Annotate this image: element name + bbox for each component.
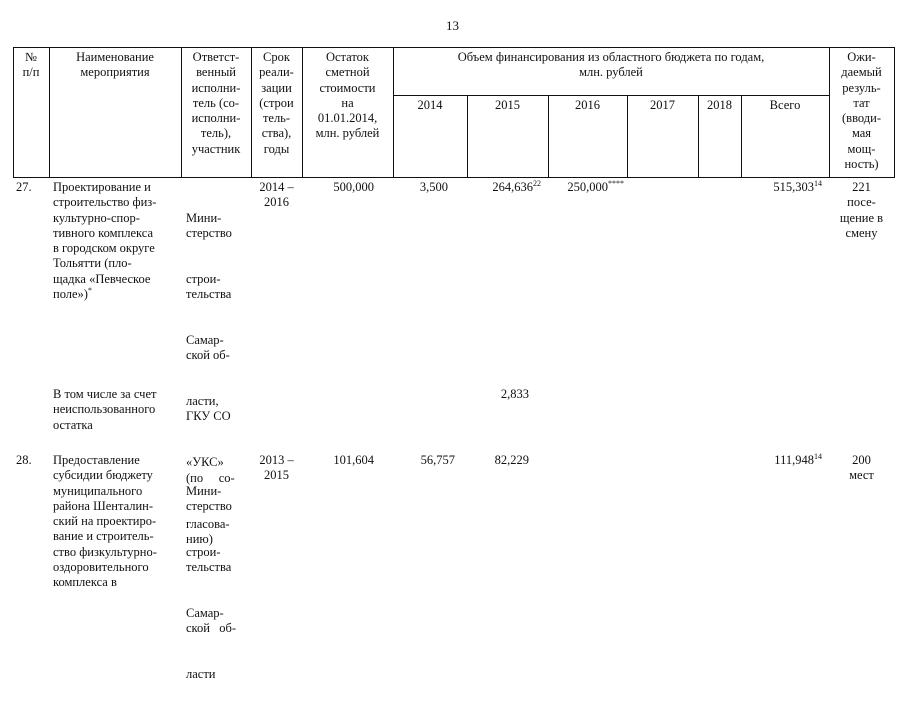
header-year-total: Всего xyxy=(769,98,801,112)
header-num: № п/п xyxy=(22,50,40,80)
row-remainder: 500,000 xyxy=(333,180,374,194)
row-remainder: 101,604 xyxy=(333,453,374,467)
footnote-mark: * xyxy=(87,285,92,295)
row-2015: 2,833 xyxy=(500,387,529,401)
row-responsible: Мини- стерство строи- тельства Самар- ской об- ласти xyxy=(186,483,237,682)
row-responsible: Мини- стерство строи- тельства Самар- ской об- ласти, ГКУ СО «УКС» (по со- гласова- нию) xyxy=(186,210,235,546)
row-2014: 56,757 xyxy=(420,453,455,467)
header-remainder: Остаток сметной стоимости на 01.01.2014, млн. рублей xyxy=(315,50,380,141)
header-year-2014: 2014 xyxy=(417,98,443,112)
row-term: 2014 – 2016 xyxy=(259,180,294,210)
row-total: 515,303$^{14}$ xyxy=(773,178,822,194)
table-top-border xyxy=(13,47,894,48)
header-financing: Объем финансирования из областного бюджета по годам, млн. рублей xyxy=(457,50,765,80)
header-expected: Ожи- даемый резуль- тат (вводи- мая мощ- ность) xyxy=(841,50,882,172)
footnote-mark: **** xyxy=(608,178,624,188)
header-name: Наименование мероприятия xyxy=(76,50,154,80)
row-2015: 82,229 xyxy=(494,453,529,467)
row-expected: 221 посе- щение в смену xyxy=(839,180,884,240)
footnote-mark: 22 xyxy=(533,178,541,188)
page-number: 13 xyxy=(446,18,459,33)
row-total: 111,948$^{14}$ xyxy=(774,451,822,467)
col-border-12 xyxy=(894,47,895,178)
row-num: 27. xyxy=(16,180,32,194)
header-responsible: Ответст- венный исполни- тель (со- исполни- тель), участник xyxy=(191,50,241,156)
header-term: Срок реали- зации (строи тель- ства), годы xyxy=(259,50,294,156)
header-year-2016: 2016 xyxy=(575,98,600,112)
header-bottom-border xyxy=(13,177,894,178)
header-year-2017: 2017 xyxy=(650,98,675,112)
years-divider xyxy=(393,95,829,96)
row-num: 28. xyxy=(16,453,32,467)
header-year-2018: 2018 xyxy=(707,98,732,112)
footnote-mark: 14 xyxy=(814,451,822,461)
header-year-2015: 2015 xyxy=(495,98,520,112)
row-term: 2013 – 2015 xyxy=(259,453,294,483)
row-name: В том числе за счет неиспользованного остатка xyxy=(53,387,157,432)
row-2015: 264,636$^{22}$ xyxy=(492,178,541,194)
row-2014: 3,500 xyxy=(419,180,448,194)
footnote-mark: 14 xyxy=(814,178,822,188)
row-expected: 200 мест xyxy=(849,453,874,483)
row-name: Проектирование и строительство физ- культурно-спор- тивного комплекса в городском округе Тольятти (пло- щадка «Певческое поле»)* xyxy=(53,180,157,302)
row-2016: 250,000**** xyxy=(567,178,624,194)
row-name: Предоставление субсидии бюджету муниципального района Шенталин- ский на проектиро- вание и строитель- ство физкультурно- оздоровительного комплекса в xyxy=(53,453,157,590)
